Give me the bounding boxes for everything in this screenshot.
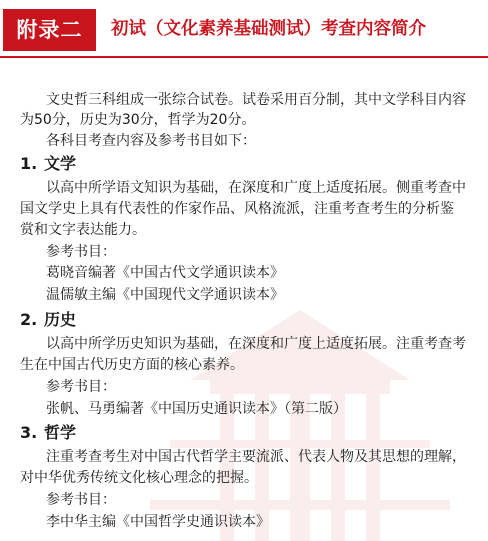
section-number: 3. [20, 423, 38, 442]
section-number: 2. [20, 310, 38, 329]
reference-item: 张帆、马勇编著《中国历史通识读本》（第二版） [46, 401, 347, 417]
section-body-line: 国文学史上具有代表性的作家作品、风格流派，注重考查考生的分析鉴 [20, 201, 454, 217]
section-heading [20, 309, 76, 331]
section-title: 哲学 [44, 423, 77, 442]
section-body-line: 注重考查考生对中国古代哲学主要流派、代表人物及其思想的理解， [46, 449, 466, 465]
section-title: 历史 [44, 310, 77, 329]
section-number: 1. [20, 154, 38, 173]
section-heading [20, 422, 76, 444]
section-body-line: 以高中所学历史知识为基础，在深度和广度上适度拓展。注重考查考 [46, 336, 466, 352]
appendix-badge: 附录二 [3, 9, 96, 51]
section-body-line: 赏和文字表达能力。 [20, 222, 146, 238]
reference-item: 李中华主编《中国哲学史通识读本》 [46, 514, 270, 530]
reference-item: 葛晓音编著《中国古代文学通识读本》 [46, 265, 284, 281]
page-title: 初试（文化素养基础测试）考查内容简介 [111, 19, 426, 39]
intro-line: 文史哲三科组成一张综合试卷。试卷采用百分制，其中文学科目内容 [46, 92, 466, 108]
reference-label: 参考书目： [46, 492, 116, 508]
reference-label: 参考书目： [46, 379, 116, 395]
intro-line: 各科目考查内容及参考书目如下： [46, 133, 256, 149]
reference-item: 温儒敏主编《中国现代文学通识读本》 [46, 287, 284, 303]
section-body-line: 对中华优秀传统文化核心理念的把握。 [20, 470, 258, 486]
reference-label: 参考书目： [46, 244, 116, 260]
intro-line: 为50分，历史为30分，哲学为20分。 [20, 112, 256, 128]
section-title: 文学 [44, 154, 77, 173]
page-header [0, 0, 488, 62]
section-body-line: 生在中国古代历史方面的核心素养。 [20, 357, 244, 373]
section-body-line: 以高中所学语文知识为基础，在深度和广度上适度拓展。侧重考查中 [46, 180, 466, 196]
section-heading [20, 153, 76, 175]
